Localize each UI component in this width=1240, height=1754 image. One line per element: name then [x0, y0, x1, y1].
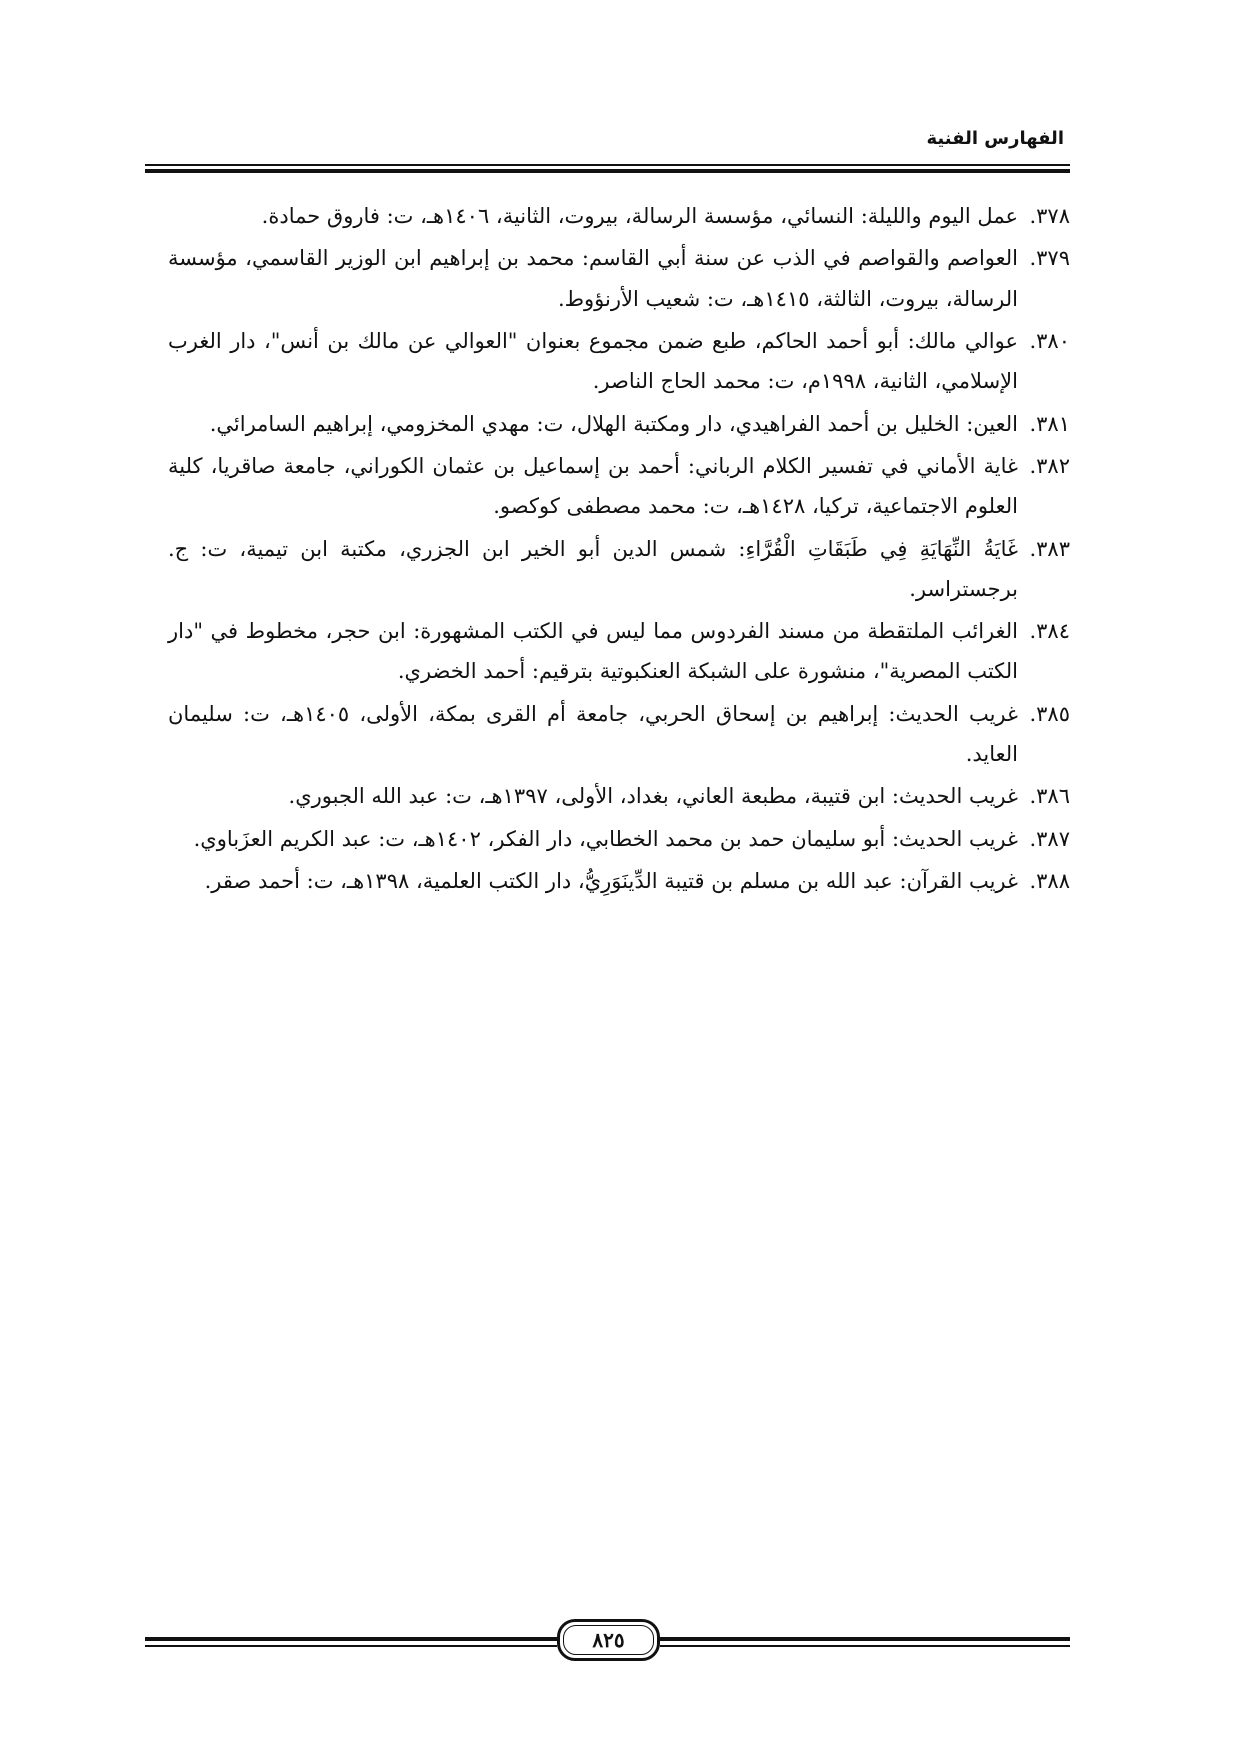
header-rule-thin: [145, 164, 1070, 166]
entry-text: العواصم والقواصم في الذب عن سنة أبي القاسم: محمد بن إبراهيم ابن الوزير القاسمي، مؤسسة الرسالة، بيروت، الثالثة، ١٤١٥هـ، ت: شعيب الأرنؤوط.: [168, 246, 1018, 311]
footer-rule-left-thin: [145, 1645, 557, 1647]
entry-number: ٣٨٨.: [1029, 869, 1070, 893]
entry-text: غريب الحديث: أبو سليمان حمد بن محمد الخطابي، دار الفكر، ١٤٠٢هـ، ت: عبد الكريم العزَباوي.: [193, 826, 1018, 851]
footer-rule-right-thick: [660, 1637, 1070, 1641]
entry-number: ٣٧٨.: [1029, 204, 1070, 228]
entry-text: عمل اليوم والليلة: النسائي، مؤسسة الرسالة، بيروت، الثانية، ١٤٠٦هـ، ت: فاروق حمادة.: [261, 204, 1018, 228]
entry-text: غاية الأماني في تفسير الكلام الرباني: أحمد بن إسماعيل بن عثمان الكوراني، جامعة صاقريا، كلية العلوم الاجتماعية، تركيا، ١٤٢٨هـ، ت: محمد مصطفى كوكصو.: [168, 453, 1018, 519]
bibliography-entry: [168, 196, 1070, 236]
entry-number: ٣٨٤.: [1029, 619, 1070, 644]
entry-text: غَايَةُ النِّهَايَةِ فِي طَبَقَاتِ الْقُرَّاءِ: شمس الدين أبو الخير ابن الجزري، مكتبة ابن تيمية، ت: ج. برجستراسر.: [168, 536, 1018, 601]
entry-number: ٣٨١.: [1029, 411, 1070, 436]
entry-number: ٣٧٩.: [1029, 246, 1070, 271]
entry-number: ٣٨٧.: [1029, 826, 1070, 851]
bibliography-entry: [168, 776, 1070, 816]
entry-number: ٣٨٢.: [1029, 453, 1070, 478]
bibliography-entry: [168, 819, 1070, 859]
footer-rule-left-thick: [145, 1637, 557, 1641]
entry-text: غريب الحديث: إبراهيم بن إسحاق الحربي، جامعة أم القرى بمكة، الأولى، ١٤٠٥هـ، ت: سليمان العايد.: [168, 701, 1018, 767]
bibliography-list: [168, 196, 1070, 903]
entry-text: عوالي مالك: أبو أحمد الحاكم، طبع ضمن مجموع بعنوان "العوالي عن مالك بن أنس"، دار الغرب الإسلامي، الثانية، ١٩٩٨م، ت: محمد الحاج الناصر.: [168, 328, 1018, 394]
bibliography-entry: [168, 446, 1070, 527]
page-number: ٨٢٥: [592, 1628, 625, 1652]
entry-number: ٣٨٦.: [1029, 784, 1070, 809]
entry-text: الغرائب الملتقطة من مسند الفردوس مما ليس في الكتب المشهورة: ابن حجر، مخطوط في "دار الكتب المصرية"، منشورة على الشبكة العنكبوتية بترقيم: أحمد الخضري.: [168, 619, 1018, 684]
bibliography-entry: [168, 238, 1070, 319]
entry-text: العين: الخليل بن أحمد الفراهيدي، دار ومكتبة الهلال، ت: مهدي المخزومي، إبراهيم السامرائي.: [209, 411, 1018, 436]
header-rule-thick: [145, 169, 1070, 173]
bibliography-entry: [168, 611, 1070, 692]
bibliography-entry: [168, 321, 1070, 402]
bibliography-entry: [168, 404, 1070, 444]
bibliography-entry: [168, 529, 1070, 610]
entry-number: ٣٨٣.: [1029, 536, 1070, 561]
page-number-frame: [557, 1619, 660, 1661]
entry-number: ٣٨٥.: [1029, 701, 1070, 726]
running-header-title: الفهارس الفنية: [926, 128, 1064, 149]
entry-number: ٣٨٠.: [1029, 328, 1070, 353]
footer-rule-right-thin: [660, 1645, 1070, 1647]
entry-text: غريب الحديث: ابن قتيبة، مطبعة العاني، بغداد، الأولى، ١٣٩٧هـ، ت: عبد الله الجبوري.: [288, 784, 1018, 809]
bibliography-entry: [168, 861, 1070, 901]
bibliography-entry: [168, 694, 1070, 775]
entry-text: غريب القرآن: عبد الله بن مسلم بن قتيبة الدِّينَوَرِيُّ، دار الكتب العلمية، ١٣٩٨هـ، ت: أحمد صقر.: [204, 869, 1018, 893]
